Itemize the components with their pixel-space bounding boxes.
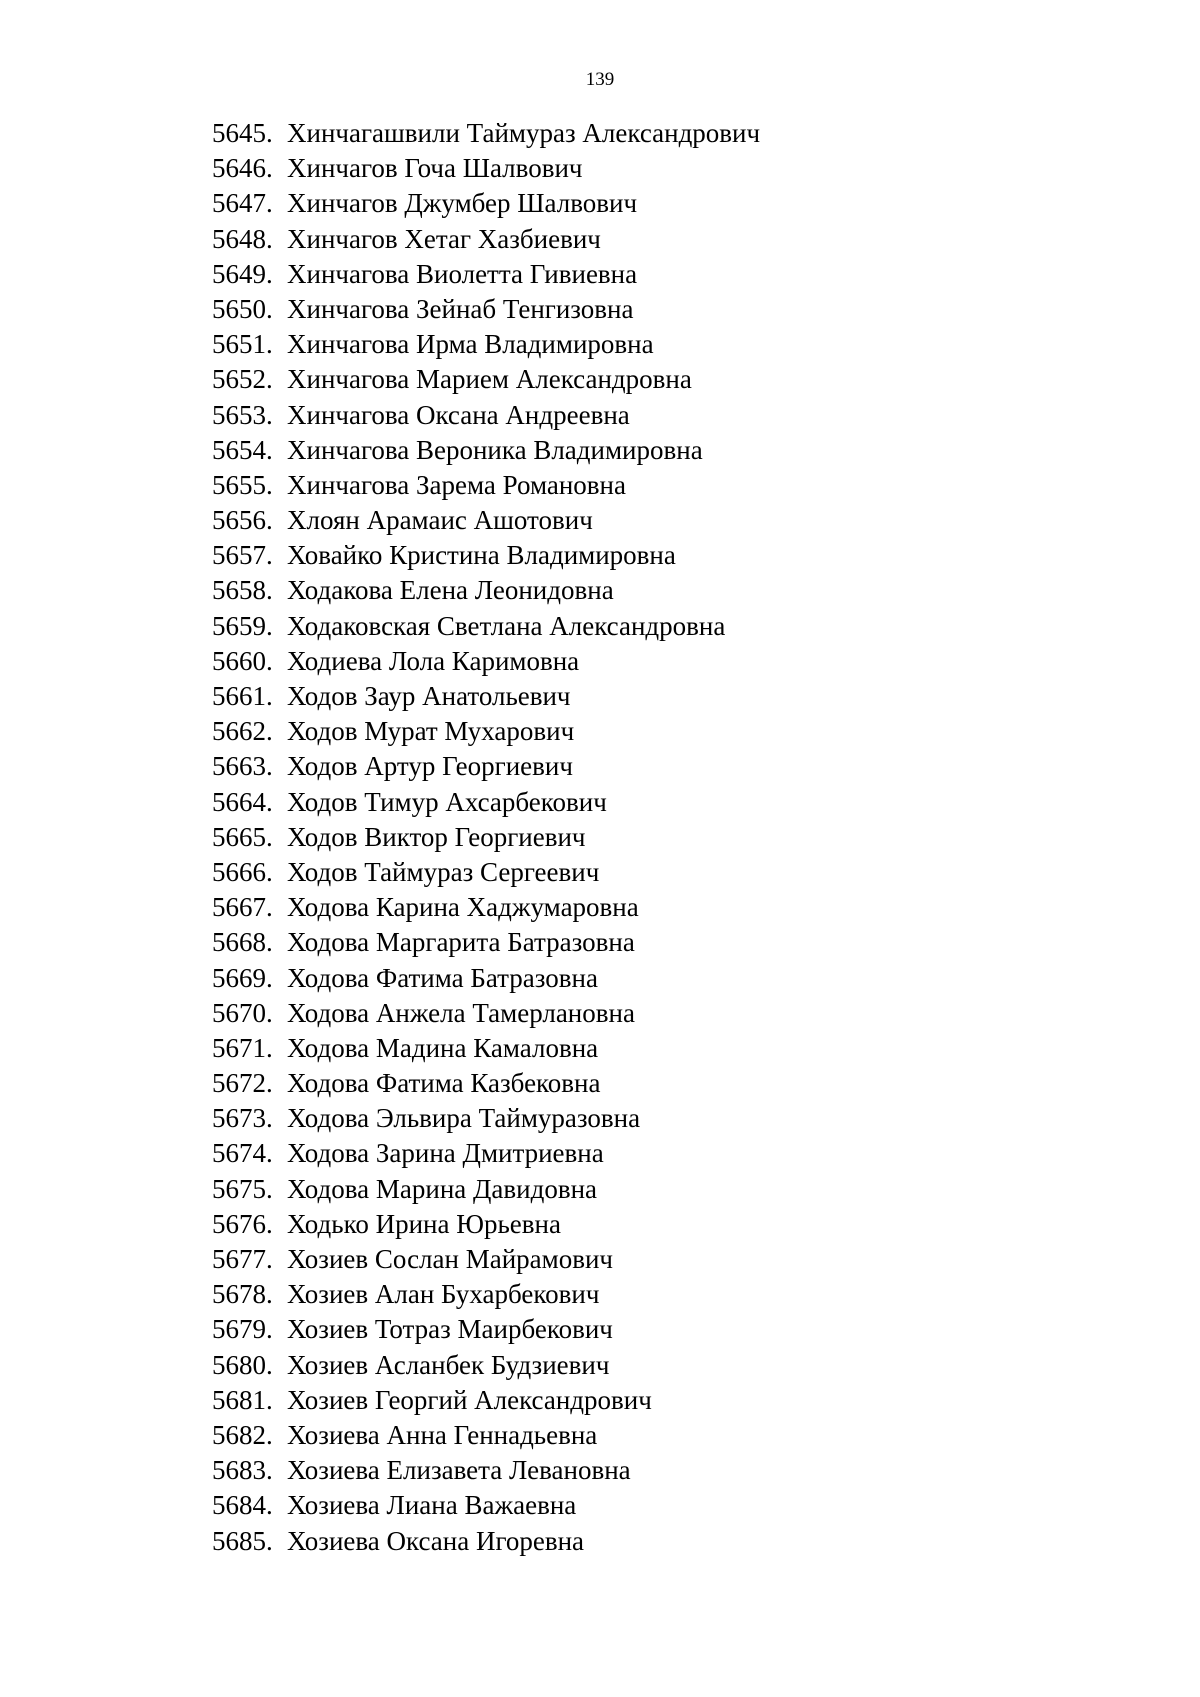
- list-item: [212, 222, 760, 257]
- entry-name: Хозиев Георгий Александрович: [287, 1384, 652, 1415]
- entry-name: Хинчагова Ирма Владимировна: [287, 329, 654, 360]
- entry-number: 5680.: [212, 1349, 273, 1380]
- list-item: [212, 1348, 760, 1383]
- list-item: [212, 151, 760, 186]
- list-item: [212, 1453, 760, 1488]
- entry-name: Ходова Маргарита Батразовна: [287, 927, 635, 958]
- list-item: [212, 785, 760, 820]
- list-item: [212, 186, 760, 221]
- list-item: [212, 1207, 760, 1242]
- list-item: [212, 398, 760, 433]
- entry-number: 5679.: [212, 1314, 273, 1345]
- entry-name: Хинчагова Виолетта Гивиевна: [287, 258, 638, 289]
- entry-number: 5657.: [212, 540, 273, 571]
- list-item: [212, 820, 760, 855]
- entry-number: 5648.: [212, 223, 273, 254]
- list-item: [212, 327, 760, 362]
- list-item: [212, 644, 760, 679]
- entry-number: 5659.: [212, 610, 273, 641]
- entry-number: 5660.: [212, 645, 273, 676]
- entry-number: 5681.: [212, 1384, 273, 1415]
- list-item: [212, 1066, 760, 1101]
- entry-number: 5664.: [212, 786, 273, 817]
- entry-number: 5646.: [212, 153, 273, 184]
- entry-name: Хозиева Анна Геннадьевна: [287, 1419, 598, 1450]
- entry-number: 5677.: [212, 1244, 273, 1274]
- entry-name: Хинчагов Джумбер Шалвович: [287, 188, 638, 219]
- entry-name: Ходова Фатима Батразовна: [287, 962, 598, 993]
- entry-name: Ходакова Елена Леонидовна: [287, 575, 614, 606]
- entry-name: Хозиева Лиана Важаевна: [287, 1490, 577, 1521]
- entry-name: Ходова Анжела Тамерлановна: [287, 997, 635, 1028]
- entry-name: Ходов Мурат Мухарович: [287, 716, 575, 747]
- list-item: [212, 1312, 760, 1347]
- entry-name: Хинчагова Зарема Романовна: [287, 469, 626, 500]
- list-item: [212, 1418, 760, 1453]
- entry-name: Ходов Артур Георгиевич: [287, 751, 573, 782]
- entry-name: Ходов Тимур Ахсарбекович: [287, 786, 607, 817]
- list-item: [212, 1488, 760, 1523]
- entry-name: Хозиева Елизавета Левановна: [287, 1455, 631, 1486]
- list-item: [212, 890, 760, 925]
- entry-name: Хинчагова Зейнаб Тенгизовна: [287, 293, 634, 324]
- list-item: [212, 996, 760, 1031]
- entry-number: 5653.: [212, 399, 273, 430]
- list-item: [212, 573, 760, 608]
- entry-number: 5684.: [212, 1490, 273, 1521]
- entry-name: Хозиев Алан Бухарбекович: [287, 1279, 600, 1310]
- entry-number: 5666.: [212, 856, 273, 887]
- list-item: [212, 1242, 760, 1277]
- list-item: [212, 714, 760, 749]
- entry-number: 5649.: [212, 258, 273, 289]
- entry-name: Ходова Фатима Казбековна: [287, 1068, 601, 1099]
- entry-number: 5662.: [212, 716, 273, 747]
- list-item: [212, 292, 760, 327]
- entry-number: 5667.: [212, 892, 273, 923]
- entry-number: 5658.: [212, 575, 273, 606]
- list-item: [212, 468, 760, 503]
- entry-name: Хинчагов Гоча Шалвович: [287, 153, 583, 184]
- list-item: [212, 257, 760, 292]
- list-item: [212, 503, 760, 538]
- entry-number: 5683.: [212, 1455, 273, 1486]
- entry-number: 5671.: [212, 1032, 273, 1063]
- entry-number: 5665.: [212, 821, 273, 852]
- entry-number: 5678.: [212, 1279, 273, 1310]
- entry-number: 5675.: [212, 1173, 273, 1204]
- entry-name: Хозиев Тотраз Маирбекович: [287, 1314, 613, 1345]
- entry-number: 5676.: [212, 1208, 273, 1239]
- entry-number: 5668.: [212, 927, 273, 958]
- list-item: [212, 1524, 760, 1559]
- list-item: [212, 362, 760, 397]
- entry-name: Ходова Карина Хаджумаровна: [287, 892, 639, 923]
- entry-number: 5652.: [212, 364, 273, 395]
- entry-name: Ходов Заур Анатольевич: [287, 681, 571, 711]
- entry-number: 5674.: [212, 1138, 273, 1169]
- list-item: [212, 116, 760, 151]
- entry-number: 5655.: [212, 469, 273, 500]
- entry-number: 5669.: [212, 962, 273, 993]
- entry-name: Ходько Ирина Юрьевна: [287, 1208, 561, 1239]
- entry-number: 5682.: [212, 1419, 273, 1450]
- entry-number: 5663.: [212, 751, 273, 782]
- entry-number: 5647.: [212, 188, 273, 219]
- list-item: [212, 1101, 760, 1136]
- entry-number: 5685.: [212, 1525, 273, 1556]
- entry-number: 5670.: [212, 997, 273, 1028]
- entry-name: Ходова Марина Давидовна: [287, 1173, 598, 1204]
- entry-number: 5654.: [212, 434, 273, 465]
- entry-name: Ходова Мадина Камаловна: [287, 1032, 599, 1063]
- entry-name: Ходов Виктор Георгиевич: [287, 821, 586, 852]
- entry-number: 5661.: [212, 681, 273, 711]
- entry-name: Хинчагов Хетаг Хазбиевич: [287, 223, 601, 254]
- list-item: [212, 433, 760, 468]
- entry-name: Ходиева Лола Каримовна: [287, 645, 580, 676]
- entry-number: 5672.: [212, 1068, 273, 1099]
- list-item: [212, 1136, 760, 1171]
- entry-name: Ходова Эльвира Таймуразовна: [287, 1103, 641, 1134]
- list-item: [212, 1277, 760, 1312]
- list-item: [212, 749, 760, 784]
- list-item: [212, 609, 760, 644]
- list-item: [212, 679, 760, 714]
- entry-name: Хозиев Сослан Майрамович: [287, 1244, 614, 1274]
- entry-name: Хинчагова Вероника Владимировна: [287, 434, 703, 465]
- list-item: [212, 855, 760, 890]
- entry-name: Хинчагова Марием Александровна: [287, 364, 692, 395]
- list-item: [212, 1031, 760, 1066]
- entry-number: 5651.: [212, 329, 273, 360]
- entry-name: Хинчагова Оксана Андреевна: [287, 399, 630, 430]
- name-list: [212, 116, 760, 1559]
- list-item: [212, 925, 760, 960]
- entry-number: 5673.: [212, 1103, 273, 1134]
- list-item: [212, 1172, 760, 1207]
- entry-name: Хинчагашвили Таймураз Александрович: [287, 118, 761, 148]
- entry-name: Ховайко Кристина Владимировна: [287, 540, 676, 571]
- entry-name: Ходаковская Светлана Александровна: [287, 610, 726, 641]
- list-item: [212, 1383, 760, 1418]
- entry-number: 5656.: [212, 505, 273, 536]
- entry-number: 5645.: [212, 118, 273, 148]
- page-number: 139: [585, 69, 615, 90]
- list-item: [212, 538, 760, 573]
- entry-name: Ходов Таймураз Сергеевич: [287, 856, 600, 887]
- entry-name: Хозиев Асланбек Будзиевич: [287, 1349, 610, 1380]
- entry-name: Ходова Зарина Дмитриевна: [287, 1138, 604, 1169]
- list-item: [212, 961, 760, 996]
- entry-name: Хозиева Оксана Игоревна: [287, 1525, 585, 1556]
- entry-number: 5650.: [212, 293, 273, 324]
- entry-name: Хлоян Арамаис Ашотович: [287, 505, 593, 536]
